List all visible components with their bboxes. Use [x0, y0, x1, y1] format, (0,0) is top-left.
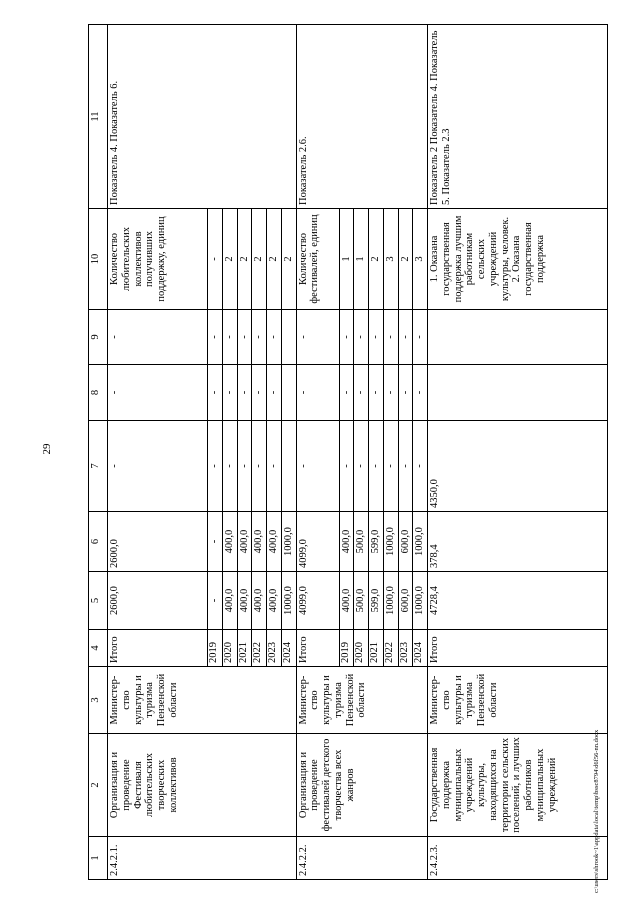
value-cell: - — [222, 310, 237, 365]
page-number: 29 — [41, 443, 53, 455]
rotated-table-container — [88, 25, 608, 880]
value-cell: 400,0 — [339, 572, 354, 630]
row-notes: Показатель 2 Показатель 4. Показатель 5. Показатель 2.3 — [428, 25, 608, 209]
col-header: 6 — [89, 512, 108, 572]
year-cell: 2020 — [222, 630, 237, 667]
value-cell: 600,0 — [398, 572, 413, 630]
value-cell: 2 — [369, 209, 384, 310]
value-cell: 400,0 — [267, 512, 282, 572]
value-cell: - — [369, 421, 384, 512]
col-header: 10 — [89, 209, 108, 310]
value-cell: - — [208, 365, 223, 421]
total-cell: - — [108, 421, 208, 512]
value-cell: 1000,0 — [383, 512, 398, 572]
value-cell: 599,0 — [369, 512, 384, 572]
year-cell: 2022 — [252, 630, 267, 667]
value-cell: - — [237, 365, 252, 421]
value-cell: 400,0 — [252, 512, 267, 572]
row-notes: Показатель 4. Показатель 6. — [108, 25, 297, 209]
value-cell: - — [398, 310, 413, 365]
value-cell: - — [252, 365, 267, 421]
row-code: 2.4.2.3. — [428, 837, 608, 880]
row-notes: Показатель 2.6. — [296, 25, 427, 209]
total-cell: - — [108, 310, 208, 365]
total-cell: 2600,0 — [108, 512, 208, 572]
value-cell: 400,0 — [267, 572, 282, 630]
value-cell — [281, 421, 296, 512]
value-cell: 500,0 — [354, 512, 369, 572]
value-cell: 1000,0 — [383, 572, 398, 630]
year-cell: 2023 — [267, 630, 282, 667]
value-cell: - — [339, 365, 354, 421]
value-cell: - — [237, 310, 252, 365]
row-indicator: Количество любительских коллективов получивших поддержку, единиц — [108, 209, 208, 310]
program-table — [88, 24, 608, 880]
year-cell: 2020 — [354, 630, 369, 667]
total-label: Итого — [108, 630, 208, 667]
total-cell: - — [296, 421, 339, 512]
year-cell: 2021 — [237, 630, 252, 667]
value-cell — [281, 365, 296, 421]
value-cell: - — [413, 421, 428, 512]
header-row — [89, 25, 108, 880]
total-cell: 4728,4 — [428, 572, 608, 630]
table-row — [296, 25, 339, 880]
total-label: Итого — [428, 630, 608, 667]
value-cell: - — [354, 310, 369, 365]
value-cell: - — [383, 421, 398, 512]
value-cell: 400,0 — [237, 512, 252, 572]
value-cell: - — [398, 365, 413, 421]
value-cell: 2 — [267, 209, 282, 310]
value-cell: 1000,0 — [281, 512, 296, 572]
total-label: Итого — [296, 630, 339, 667]
value-cell: - — [339, 310, 354, 365]
value-cell: 3 — [413, 209, 428, 310]
row-code: 2.4.2.1. — [108, 837, 297, 880]
value-cell: - — [208, 421, 223, 512]
value-cell: - — [339, 421, 354, 512]
value-cell: 2 — [281, 209, 296, 310]
row-executor: Министер-ство культуры и туризма Пензенской области — [428, 667, 608, 734]
row-name: Организация и проведение Фестиваля любительских творческих коллективов — [108, 734, 297, 837]
value-cell: - — [413, 365, 428, 421]
value-cell: - — [208, 572, 223, 630]
total-cell: 378,4 — [428, 512, 608, 572]
value-cell: - — [208, 512, 223, 572]
col-header: 8 — [89, 365, 108, 421]
year-cell: 2021 — [369, 630, 384, 667]
year-cell: 2019 — [208, 630, 223, 667]
col-header: 4 — [89, 630, 108, 667]
value-cell: 2 — [398, 209, 413, 310]
value-cell: - — [222, 365, 237, 421]
value-cell: 2 — [237, 209, 252, 310]
footer-file-path: c:\users\shrook~1\appdata\local\temp\bssc8794\d6f56-nn.docx — [593, 729, 600, 893]
total-cell: - — [296, 365, 339, 421]
value-cell: - — [398, 421, 413, 512]
value-cell: 599,0 — [369, 572, 384, 630]
col-header: 9 — [89, 310, 108, 365]
value-cell: - — [267, 421, 282, 512]
year-cell: 2022 — [383, 630, 398, 667]
value-cell: 2 — [252, 209, 267, 310]
row-indicator: 1. Оказана государственная поддержка лучшим работникам сельских учреждений культуры, человек. 2. Оказана государственная поддержка — [428, 209, 608, 310]
row-executor: Министер-ство культуры и туризма Пензенской области — [296, 667, 427, 734]
table-row — [428, 25, 608, 880]
col-header: 5 — [89, 572, 108, 630]
col-header: 3 — [89, 667, 108, 734]
year-cell: 2024 — [413, 630, 428, 667]
row-executor: Министер-ство культуры и туризма Пензенской области — [108, 667, 297, 734]
value-cell: 1000,0 — [413, 512, 428, 572]
value-cell: - — [267, 365, 282, 421]
value-cell: 1000,0 — [413, 572, 428, 630]
value-cell: 1000,0 — [281, 572, 296, 630]
value-cell: 3 — [383, 209, 398, 310]
value-cell: 1 — [354, 209, 369, 310]
value-cell: - — [208, 310, 223, 365]
row-name: Организация и проведение фестивалей детского творчества всех жанров — [296, 734, 427, 837]
year-cell: 2023 — [398, 630, 413, 667]
total-cell: - — [296, 310, 339, 365]
value-cell: 400,0 — [222, 512, 237, 572]
value-cell: - — [413, 310, 428, 365]
value-cell — [281, 310, 296, 365]
col-header: 1 — [89, 837, 108, 880]
value-cell: 500,0 — [354, 572, 369, 630]
row-code: 2.4.2.2. — [296, 837, 427, 880]
total-cell: 2600,0 — [108, 572, 208, 630]
value-cell: - — [252, 421, 267, 512]
value-cell: 1 — [339, 209, 354, 310]
value-cell: 400,0 — [339, 512, 354, 572]
value-cell: 400,0 — [222, 572, 237, 630]
value-cell: 600,0 — [398, 512, 413, 572]
total-cell: 4099,0 — [296, 572, 339, 630]
col-header: 11 — [89, 25, 108, 209]
total-cell — [428, 310, 608, 365]
year-cell: 2024 — [281, 630, 296, 667]
value-cell: - — [252, 310, 267, 365]
col-header: 2 — [89, 734, 108, 837]
value-cell: - — [222, 421, 237, 512]
value-cell: - — [383, 365, 398, 421]
total-cell: 4350,0 — [428, 421, 608, 512]
total-cell: 4099,0 — [296, 512, 339, 572]
value-cell: - — [383, 310, 398, 365]
value-cell: - — [369, 310, 384, 365]
row-indicator: Количество фестивалей, единиц — [296, 209, 339, 310]
year-cell: 2019 — [339, 630, 354, 667]
value-cell: - — [267, 310, 282, 365]
total-cell — [428, 365, 608, 421]
col-header: 7 — [89, 421, 108, 512]
total-cell: - — [108, 365, 208, 421]
value-cell: - — [237, 421, 252, 512]
value-cell: - — [354, 421, 369, 512]
row-name: Государственная поддержка муниципальных учреждений культуры, находящихся на территории сельских поселений, и лучших работников муниципальных учреждений — [428, 734, 608, 837]
table-row — [108, 25, 208, 880]
value-cell: - — [208, 209, 223, 310]
value-cell: 2 — [222, 209, 237, 310]
value-cell: - — [354, 365, 369, 421]
value-cell: - — [369, 365, 384, 421]
value-cell: 400,0 — [237, 572, 252, 630]
value-cell: 400,0 — [252, 572, 267, 630]
